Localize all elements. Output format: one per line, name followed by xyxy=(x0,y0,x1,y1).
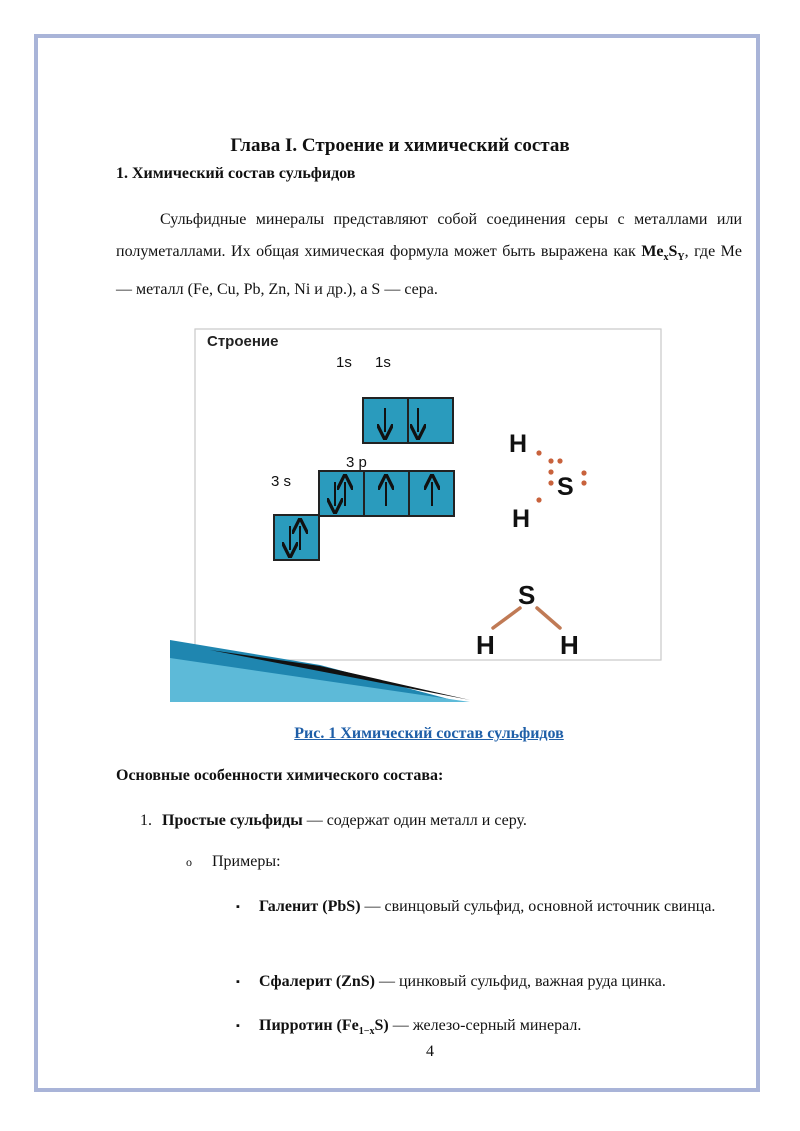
figure-title: Строение xyxy=(207,333,279,350)
general-formula: $Me_xS_Y$ xyxy=(641,243,685,264)
struct-s: S xyxy=(518,580,536,610)
list-text: Примеры: xyxy=(212,853,281,870)
bullet-marker: ▪ xyxy=(236,901,240,913)
mineral-text: — цинковый сульфид, важная руда цинка. xyxy=(374,973,666,990)
chapter-title: Глава I. Строение и химический состав xyxy=(230,135,570,156)
mineral-text: — свинцовый сульфид, основной источник свинца. xyxy=(360,898,716,915)
mineral-term: Сфалерит (ZnS) xyxy=(259,973,375,990)
label-3s: 3 s xyxy=(271,473,292,490)
bullet-marker: ▪ xyxy=(236,976,240,988)
label-3p: 3 p xyxy=(346,454,367,471)
list-item-galena xyxy=(236,891,742,923)
intro-paragraph xyxy=(116,204,742,306)
features-heading: Основные особенности химического состава: xyxy=(116,767,444,784)
list-marker: o xyxy=(186,855,192,869)
lewis-s: S xyxy=(557,473,574,501)
list-item-sphalerite xyxy=(236,966,742,998)
list-item xyxy=(186,853,281,871)
label-1s-a: 1s xyxy=(336,354,352,371)
intro-text-2: , где Me — металл (Fe, Cu, Pb, Zn, Ni и др.), а S — сера. xyxy=(116,243,742,299)
mineral-term: Пирротин $(Fe_{1-x}S)$ xyxy=(259,1017,389,1038)
structure-diagram xyxy=(170,328,664,702)
intro-text-1: Сульфидные минералы представляют собой соединения серы с металлами или полуметаллами. Их общая химическая формула может быть выражена как xyxy=(116,211,742,260)
structure-figure xyxy=(170,328,664,702)
label-1s-b: 1s xyxy=(375,354,391,371)
orbital-cell-3s xyxy=(274,515,319,560)
list-item xyxy=(140,812,527,830)
bullet-marker: ▪ xyxy=(236,1020,240,1032)
figure-caption: Рис. 1 Химический состав сульфидов xyxy=(294,725,564,742)
list-number: 1. xyxy=(140,812,152,829)
orbital-cell-3p-1 xyxy=(319,471,364,516)
struct-h-right: H xyxy=(560,630,579,660)
lewis-h-bottom: H xyxy=(512,505,531,533)
list-text: — содержат один металл и серу. xyxy=(302,812,527,829)
mineral-text: — железо-серный минерал. xyxy=(388,1017,582,1034)
section-title: 1. Химический состав сульфидов xyxy=(116,165,356,182)
list-term: Простые сульфиды xyxy=(162,812,303,829)
lewis-h-top: H xyxy=(509,430,528,458)
mineral-term: Галенит (PbS) xyxy=(259,898,361,915)
orbital-cell-1s-b xyxy=(408,398,453,443)
struct-h-left: H xyxy=(476,630,495,660)
page-number: 4 xyxy=(426,1043,434,1060)
